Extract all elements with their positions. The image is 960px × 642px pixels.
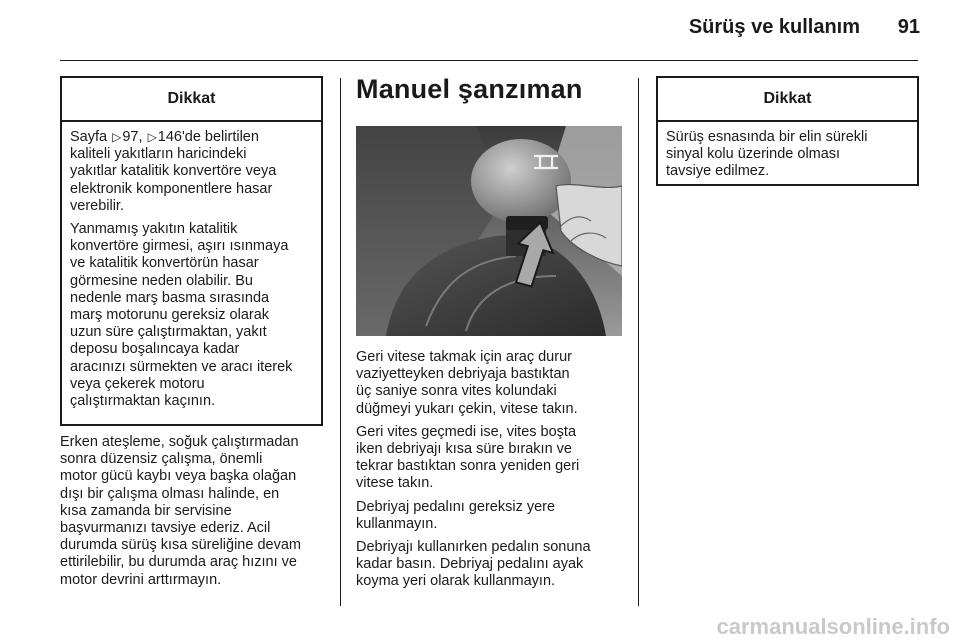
text-line: düğmeyi yukarı çekin, vitese takın. <box>356 400 578 417</box>
warning-box-left <box>60 76 323 426</box>
text-line: Geri vitese takmak için araç durur <box>356 349 572 365</box>
column-divider-left <box>340 78 341 606</box>
text-line: marş motorunu gereksiz olarak <box>70 307 270 324</box>
text-line: motor gücü kaybı veya başka olağan <box>60 468 297 485</box>
text-line: veya çekerek motoru <box>70 375 205 392</box>
text-line: vitese takın. <box>356 475 434 492</box>
warning-paragraph-1 <box>70 129 313 215</box>
text-line: üç saniye sonra vites kolundaki <box>356 383 557 400</box>
page-reference-link[interactable]: 97, <box>122 129 143 145</box>
text-line: konvertöre girmesi, aşırı ısınmaya <box>70 238 289 255</box>
text-line: koyma yeri olarak kullanmayın. <box>356 573 556 590</box>
column-divider-right <box>638 78 639 606</box>
text-line: yakıtlar katalitik konvertöre veya <box>70 163 277 180</box>
text-line: vaziyetteyken debriyaja bastıktan <box>356 366 570 383</box>
warning-paragraph-2 <box>70 221 313 410</box>
text-line: tekrar bastıktan sonra yeniden geri <box>356 458 580 475</box>
warning-line-first <box>70 129 313 146</box>
text-line: Yanmamış yakıtın katalitik <box>70 221 238 238</box>
page-header-title: Sürüş ve kullanım <box>688 16 860 38</box>
text-line: başvurmanızı tavsiye ederiz. Acil <box>60 520 271 537</box>
header-divider <box>60 60 918 61</box>
text-line: Erken ateşleme, soğuk çalıştırmadan <box>60 434 299 450</box>
text-line: iken debriyajı kısa süre bırakın ve <box>356 441 572 458</box>
text-line: nedenle marş basma sırasında <box>70 289 270 306</box>
watermark: carmanualsonline.info <box>716 614 950 639</box>
text-line: motor devrini arttırmayın. <box>60 571 222 588</box>
warning-paragraph <box>666 129 909 181</box>
text-line: kısa zamanda bir servisine <box>60 502 232 519</box>
section-paragraph <box>356 349 636 418</box>
text-line: ve katalitik konvertörün hasar <box>70 255 259 272</box>
text-line: sonra düzensiz çalışma, önemli <box>60 451 263 468</box>
ref-prefix: Sayfa <box>70 129 108 145</box>
text-line: verebilir. <box>70 197 124 214</box>
section-body <box>356 349 636 597</box>
warning-heading: Dikkat <box>658 78 917 122</box>
section-paragraph <box>356 499 636 533</box>
gear-knob-image <box>356 126 622 336</box>
text-line: durumda sürüş kısa süreliğine devam <box>60 537 301 554</box>
page-number: 91 <box>897 16 920 38</box>
page-reference-link[interactable]: 146'de belirtilen <box>157 129 259 145</box>
section-paragraph <box>356 424 636 493</box>
text-line: aracınızı sürmekten ve aracı iterek <box>70 358 293 375</box>
text-line: çalıştırmaktan kaçının. <box>70 393 216 410</box>
warning-heading: Dikkat <box>62 78 321 122</box>
text-line: Debriyaj pedalını gereksiz yere <box>356 498 556 515</box>
warning-box-right <box>656 76 919 186</box>
section-title: Manuel şanzıman <box>356 74 583 104</box>
text-line: görmesine neden olabilir. Bu <box>70 272 253 289</box>
text-line: Debriyajı kullanırken pedalın sonuna <box>356 539 591 556</box>
page-reference-arrow-icon: ▷ <box>147 130 157 144</box>
text-line: uzun süre çalıştırmaktan, yakıt <box>70 324 267 341</box>
text-line: deposu boşalıncaya kadar <box>70 341 240 358</box>
text-line: Geri vites geçmedi ise, vites boşta <box>356 423 577 440</box>
text-line: sinyal kolu üzerinde olması <box>666 146 841 163</box>
engine-text-block <box>60 434 332 595</box>
text-line: kaliteli yakıtların haricindeki <box>70 146 247 163</box>
text-line: kadar basın. Debriyaj pedalını ayak <box>356 556 584 573</box>
engine-paragraph <box>60 434 332 589</box>
text-line: kullanmayın. <box>356 515 438 532</box>
text-line: Sürüş esnasında bir elin sürekli <box>666 129 868 145</box>
text-line: tavsiye edilmez. <box>666 163 770 180</box>
gear-shift-illustration <box>356 126 622 336</box>
text-line: ettirilebilir, bu durumda araç hızını ve <box>60 554 297 571</box>
text-line: dışı bir çalışma olması halinde, en <box>60 485 280 502</box>
section-paragraph <box>356 539 636 591</box>
page-reference-arrow-icon: ▷ <box>112 130 122 144</box>
text-line: elektronik komponentlere hasar <box>70 180 273 197</box>
